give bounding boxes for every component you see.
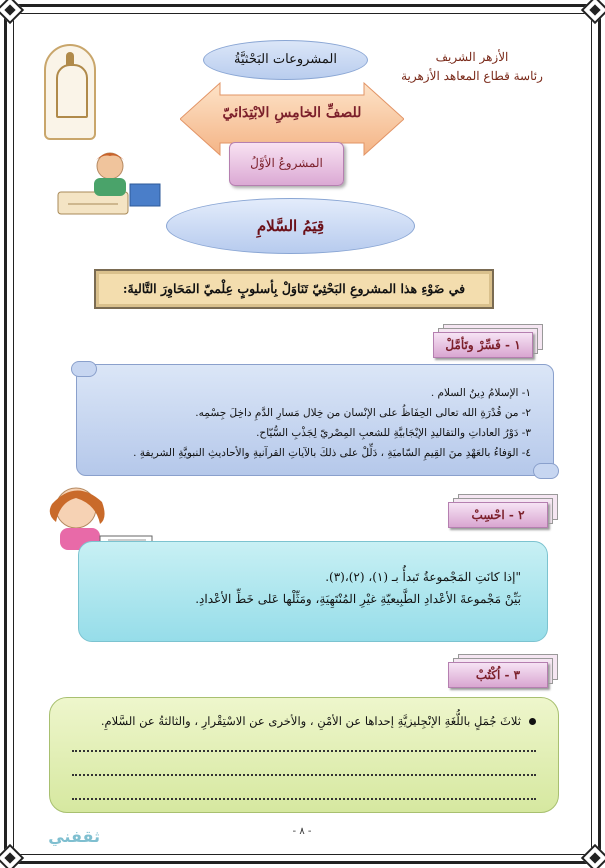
list-item: ٢- من قُدْرَةِ الله تعالى الحِفَاظُ على الإنْسان من خِلال مَسارِ الدَّمِ داخِلَ جِسْمِه. [195, 407, 531, 419]
section1-label: ١ - فَسِّرْ وتَأمَّلْ [433, 332, 533, 358]
section3-prompt [72, 714, 536, 728]
project-label: المشروعُ الأوَّلُ [229, 142, 344, 186]
answer-line[interactable] [72, 790, 536, 800]
boy-reading-illustration [54, 148, 166, 228]
tab-section3 [448, 654, 558, 684]
scroll-curl-icon [71, 361, 97, 377]
list-item: ٣- دَوْرُ العاداتِ والتقاليدِ الإيْجَابيَّةِ للشعبِ المِصْريّ لِجَذْبِ السُّيّاح. [256, 427, 531, 439]
section3-label: ٣ - اُكْتُبْ [448, 662, 548, 688]
section2-line2: بَيِّنْ مَجْموعةَ الأعْدادِ الطَّبِيعيّةِ غيْرِ المُنْتَهِيَةِ، ومَثِّلْها عَلى خَطِّ الأعْدادِ. [195, 592, 521, 606]
institution-line2: رئاسة قطاع المعاهد الأزهرية [401, 69, 543, 83]
azhar-logo [44, 44, 96, 140]
project-title: قِيَمُ السَّلامِ [166, 198, 415, 254]
page-number: - ٨ - [292, 826, 312, 837]
institution-header [397, 48, 547, 86]
scroll-curl-icon [533, 463, 559, 479]
tab-section1 [433, 324, 543, 354]
list-item: ٤- الوَفاءُ بالعَهْدِ منَ القِيمِ السّاميَةِ ، دَلِّلْ على ذلكَ بالآياتِ القرآنيةِ والأحاديثِ النبويَّةِ الشريفةِ . [133, 447, 531, 459]
section3-line1: ثلاثَ جُمَلٍ باللُّغَةِ الإنْجِليزيَّةِ إحداها عن الأمْنِ ، والأخرى عن الاسْتِقْرارِ ، والثالثةُ عن السَّلامِ. [100, 714, 521, 728]
list-item: ١- الإسلامُ دِينُ السلام . [430, 387, 531, 399]
site-watermark: ثقفني [48, 827, 100, 846]
answer-line[interactable] [72, 766, 536, 776]
section1-scroll [76, 364, 554, 476]
institution-line1: الأزهر الشريف [435, 50, 509, 64]
grade-label: للصفِّ الخامِسِ الابْتِدَائيّ [222, 105, 362, 121]
section-title: المشروعات البَحْثيَّةُ [203, 40, 368, 80]
intro-banner: في ضَوْءِ هذا المشروعِ البَحْثِيّ تَنَاوَلْ بِأسلوبٍ عِلْميّ المَحَاوِرَ التَّاليةَ: [94, 269, 494, 309]
section2-line1: "إذا كانَتِ المَجْموعةُ تَبدأُ بـ (١)، (٢)،(٣). [325, 570, 521, 584]
section1-list [91, 383, 531, 463]
section2-label: ٢ - احْسِبْ [448, 502, 548, 528]
answer-line[interactable] [72, 742, 536, 752]
section2-box [78, 541, 548, 642]
bullet-icon [529, 718, 536, 725]
section3-box [49, 697, 559, 813]
tab-section2 [448, 494, 558, 524]
